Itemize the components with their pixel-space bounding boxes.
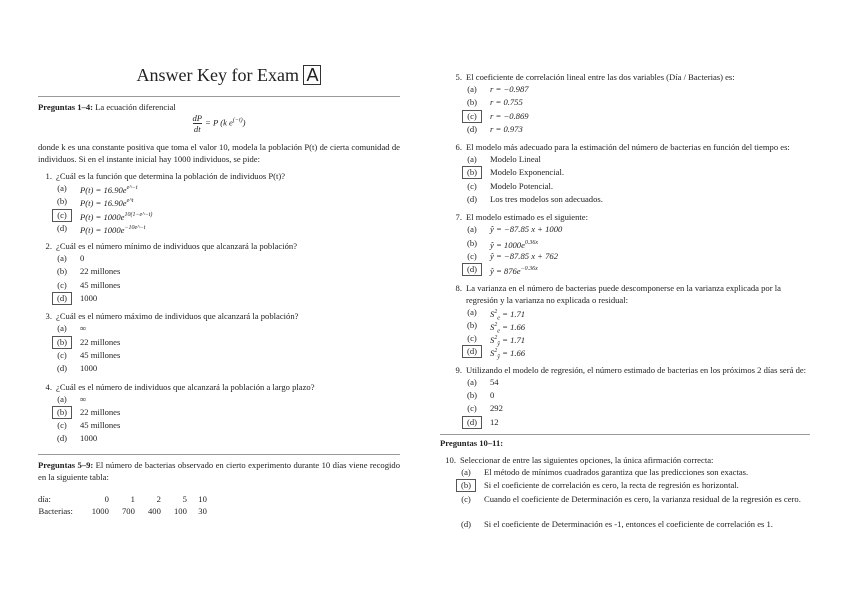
option-label: (a) [57, 323, 67, 334]
option-superscript: 10(1−e^−t) [124, 211, 153, 218]
answer-option [52, 292, 400, 305]
answer-option [462, 166, 810, 179]
answer-option [462, 263, 810, 276]
option-superscript: 2 [494, 321, 498, 328]
option-main: ŷ = 876e [490, 266, 521, 277]
question [448, 141, 810, 206]
option-text [80, 336, 120, 348]
option-main: Si el coeficiente de correlación es cero, la recta de regresión es horizontal. [484, 480, 739, 491]
table-cell: 30 [198, 505, 207, 516]
option-main: ∞ [80, 323, 87, 334]
answer-option [462, 376, 810, 389]
section-heading: Preguntas 10–11: [440, 437, 504, 448]
question-stem [442, 454, 810, 466]
answer-option [52, 432, 400, 445]
option-label: (d) [466, 123, 478, 134]
answer-option [52, 222, 400, 235]
option-label: (b) [466, 319, 478, 330]
option-main: ŷ = 1000e [490, 239, 525, 250]
table-cell: 1000 [91, 505, 109, 516]
option-label: (d) [56, 363, 68, 374]
option-superscript: e^t [126, 198, 134, 205]
option-main: ŷ = −87.85 x + 762 [490, 250, 558, 261]
question-number: 8. [455, 282, 462, 293]
option-main: Modelo Lineal [490, 154, 541, 165]
option-text [490, 166, 564, 178]
questions-1-4 [38, 170, 400, 446]
option-main: P(t) = 1000e [80, 211, 125, 222]
answer-option [462, 223, 810, 236]
option-label: (c) [57, 279, 67, 290]
correct-answer-label: (b) [462, 166, 482, 179]
option-text [490, 96, 523, 108]
option-label: (c) [57, 349, 67, 360]
answer-option [52, 322, 400, 335]
table-cell: 700 [122, 505, 135, 516]
left-column [38, 60, 400, 517]
table-row [38, 505, 207, 517]
question-stem [448, 71, 810, 83]
question-stem [448, 364, 810, 376]
answer-option [462, 402, 810, 415]
option-label: (a) [461, 466, 471, 477]
correct-answer-label: (b) [456, 479, 476, 492]
option-label: (a) [57, 183, 67, 193]
option-main: 1000 [80, 293, 98, 304]
answer-option [462, 306, 810, 322]
answer-option [52, 349, 400, 362]
question-text: ¿Cuál es el número mínimo de individuos que alcanzará la población? [56, 241, 298, 252]
question-number: 7. [455, 212, 462, 223]
section-heading: Preguntas 5–9: [38, 459, 94, 470]
option-text [80, 195, 133, 209]
option-text [490, 193, 603, 205]
correct-answer-label: (c) [52, 209, 72, 222]
equation-rhs: = P (k e [205, 117, 233, 128]
fraction [193, 113, 203, 134]
divider [38, 96, 400, 97]
option-text [80, 419, 120, 431]
question [448, 211, 810, 276]
question-number: 9. [455, 364, 462, 375]
question [38, 310, 400, 375]
question-text: ¿Cuál es el número de individuos que alcanzará la población a largo plazo? [56, 381, 315, 392]
question-stem [38, 240, 400, 252]
option-label: (a) [467, 224, 477, 235]
question-stem [448, 211, 810, 223]
correct-answer-label: (d) [52, 292, 72, 305]
correct-answer-label: (b) [52, 406, 72, 419]
option-label: (a) [467, 84, 477, 94]
question [38, 240, 400, 305]
block3-heading [440, 437, 810, 449]
answer-option [456, 466, 810, 479]
question-text: El modelo estimado es el siguiente: [466, 212, 588, 223]
option-label: (d) [56, 433, 68, 444]
option-text [490, 110, 529, 122]
table-cell: 0 [104, 493, 109, 504]
option-main: ∞ [80, 393, 87, 404]
option-label: (a) [467, 376, 477, 387]
table-cell: 100 [174, 505, 187, 516]
option-main: Modelo Potencial. [490, 180, 554, 191]
option-main: r = 0.755 [490, 97, 523, 108]
option-superscript: 0.36x [524, 239, 539, 246]
option-main: 22 millones [80, 336, 121, 347]
answer-option [462, 96, 810, 109]
option-main: 0 [490, 390, 495, 401]
option-text [490, 237, 538, 251]
option-text [490, 180, 553, 192]
option-text [490, 263, 538, 277]
answer-option [462, 110, 810, 123]
option-text [484, 479, 739, 491]
denominator: dt [193, 124, 201, 134]
question-text: El modelo más adecuado para la estimación del número de bacterias en función del tiempo es: [466, 142, 790, 153]
option-label: (c) [467, 180, 477, 191]
question [448, 282, 810, 362]
option-label: (b) [466, 97, 478, 108]
option-main: r = 0.973 [490, 123, 523, 134]
questions-5-9 [448, 71, 810, 429]
answer-option [52, 419, 400, 432]
option-label: (c) [467, 333, 477, 344]
option-main: 292 [490, 403, 503, 414]
option-value: = 1.71 [499, 335, 526, 346]
question [38, 170, 400, 235]
answer-option [52, 209, 400, 222]
option-label: (b) [466, 390, 478, 401]
option-text [80, 349, 120, 361]
option-superscript: 2 [494, 335, 498, 342]
option-main: Cuando el coeficiente de Determinación es cero, la varianza residual de la regresión es cero. [484, 493, 801, 504]
answer-option [462, 389, 810, 402]
option-label: (a) [467, 306, 477, 317]
option-main: Modelo Exponencial. [490, 167, 564, 178]
option-text [484, 493, 801, 505]
answer-option [462, 153, 810, 166]
option-main: 45 millones [80, 349, 121, 360]
option-main: S [490, 335, 495, 346]
option-subscript: e [497, 315, 500, 322]
question-text: ¿Cuál es la función que determina la población de individuos P(t)? [56, 171, 286, 181]
correct-answer-label: (d) [462, 345, 482, 358]
answer-option [52, 265, 400, 278]
section-heading: Preguntas 1–4: [38, 102, 93, 112]
option-superscript: −0.36x [520, 266, 538, 273]
option-main: 12 [490, 416, 499, 427]
option-superscript: 2 [494, 348, 498, 355]
option-main: S [490, 348, 495, 359]
option-main: S [490, 308, 495, 319]
answer-option [52, 279, 400, 292]
option-label: (c) [467, 403, 477, 414]
divider [38, 454, 400, 455]
block1-intro [38, 101, 400, 113]
correct-answer-label: (d) [462, 416, 482, 429]
option-label: (c) [461, 493, 471, 504]
option-superscript: e^−t [126, 185, 138, 191]
option-main: 22 millones [80, 266, 121, 277]
option-superscript: −10e^−t [124, 224, 146, 231]
bacteria-table [38, 493, 207, 517]
question [442, 454, 810, 531]
option-text [80, 265, 120, 277]
option-text [80, 393, 86, 405]
block1-text: donde k es una constante positiva que toma el valor 10, modela la población P(t) de cierta comunidad de individuos. Si en el instante inicial hay 1000 individuos, se pide: [38, 142, 400, 164]
option-text [80, 222, 145, 236]
option-text [80, 182, 138, 196]
option-text [80, 406, 120, 418]
question-text: ¿Cuál es el número máximo de individuos que alcanzará la población? [56, 311, 299, 322]
question-number: 3. [45, 311, 52, 322]
answer-option [462, 180, 810, 193]
option-main: P(t) = 16.90e [80, 198, 127, 209]
table-cell: 2 [156, 493, 161, 504]
question-text: La varianza en el número de bacterias puede descomponerse en la varianza explicada por la regresión y la varianza no explicada o residual: [466, 282, 781, 305]
row-header: día: [38, 493, 51, 504]
answer-option [52, 406, 400, 419]
question-stem [448, 141, 810, 153]
option-main: ŷ = −87.85 x + 1000 [490, 224, 563, 235]
option-main: Si el coeficiente de Determinación es -1, entonces el coeficiente de correlación es 1. [484, 518, 773, 529]
option-label: (d) [56, 222, 68, 233]
option-main: 45 millones [80, 420, 121, 431]
answer-option [52, 393, 400, 406]
option-main: El método de mínimos cuadrados garantiza que las predicciones son exactas. [484, 466, 749, 477]
answer-option [462, 250, 810, 263]
question-text: Utilizando el modelo de regresión, el número estimado de bacterias en los próximos 2 días será de: [466, 364, 807, 375]
option-main: 54 [490, 376, 499, 387]
answer-option [462, 193, 810, 206]
option-main: P(t) = 1000e [80, 224, 125, 235]
row-header: Bacterias: [38, 505, 73, 516]
answer-option [456, 479, 810, 492]
option-text [490, 389, 494, 401]
option-text [490, 153, 541, 165]
option-text [80, 279, 120, 291]
right-column [440, 66, 810, 531]
option-label: (b) [56, 266, 68, 277]
option-main: 0 [80, 253, 85, 264]
option-text [484, 518, 773, 530]
option-label: (a) [57, 393, 67, 404]
title-text: Answer Key for Exam [136, 65, 299, 85]
correct-answer-label: (b) [52, 336, 72, 349]
question [38, 381, 400, 446]
answer-option [462, 319, 810, 335]
answer-option [456, 493, 810, 518]
option-label: (b) [466, 237, 478, 248]
option-text [484, 466, 748, 478]
question-number: 6. [455, 142, 462, 153]
option-text [80, 362, 97, 374]
answer-option [462, 237, 810, 250]
option-text [490, 376, 499, 388]
option-label: (d) [466, 194, 478, 205]
question-stem [38, 381, 400, 393]
option-main: 1000 [80, 363, 98, 374]
question-number: 5. [455, 72, 462, 82]
option-text [80, 252, 84, 264]
question-number: 2. [45, 241, 52, 252]
option-main: r = −0.987 [490, 84, 529, 94]
question-stem [448, 282, 810, 306]
option-text [80, 292, 97, 304]
intro-text: El número de bacterias observado en cierto experimento durante 10 días viene recogido en la siguiente tabla: [38, 459, 400, 482]
answer-option [52, 336, 400, 349]
table-row [38, 493, 207, 505]
question [448, 364, 810, 429]
option-superscript: 2 [494, 308, 498, 315]
answer-option [462, 416, 810, 429]
option-main: P(t) = 16.90e [80, 184, 127, 195]
option-text [80, 322, 86, 334]
answer-option [462, 83, 810, 96]
correct-answer-label: (d) [462, 263, 482, 276]
option-subscript: ŷ [497, 341, 500, 348]
question-number: 10. [445, 454, 456, 465]
option-text [490, 345, 525, 364]
option-main: 1000 [80, 433, 98, 444]
option-label: (c) [57, 420, 67, 431]
option-subscript: e [497, 328, 500, 335]
option-text [490, 123, 523, 135]
table-cell: 1 [130, 493, 135, 504]
option-label: (b) [56, 196, 68, 207]
answer-option [456, 518, 810, 531]
option-value: = 1.71 [499, 308, 526, 319]
option-main: 45 millones [80, 279, 121, 290]
answer-option [462, 345, 810, 362]
page-title [58, 60, 400, 90]
option-value: = 1.66 [499, 321, 526, 332]
question-stem [38, 170, 400, 182]
option-main: Los tres modelos son adecuados. [490, 194, 603, 205]
question-text: Seleccionar de entre las siguientes opciones, la única afirmación correcta: [460, 454, 714, 465]
option-label: (d) [460, 518, 472, 529]
option-text [80, 432, 97, 444]
answer-option [462, 123, 810, 136]
table-cell: 10 [198, 493, 207, 504]
option-main: S [490, 321, 495, 332]
question-stem [38, 310, 400, 322]
correct-answer-label: (c) [462, 110, 482, 123]
option-subscript: ŷ [497, 355, 500, 362]
option-value: = 1.66 [499, 348, 526, 359]
option-text [490, 83, 529, 95]
exam-version-badge: A [303, 65, 321, 85]
answer-option [52, 182, 400, 195]
differential-equation [38, 113, 400, 141]
option-text [490, 250, 558, 262]
option-text [80, 209, 152, 223]
equation-exponent: (−t) [232, 117, 243, 124]
question-text: El coeficiente de correlación lineal entre las dos variables (Día / Bacterias) es: [466, 72, 735, 82]
table-cell: 5 [182, 493, 187, 504]
block2-intro [38, 459, 400, 483]
option-main: 22 millones [80, 406, 121, 417]
option-text [490, 223, 562, 235]
question [448, 71, 810, 136]
option-text [490, 416, 499, 428]
option-label: (c) [467, 250, 477, 261]
answer-option [462, 332, 810, 348]
numerator: dP [192, 113, 203, 123]
questions-10-11 [442, 454, 810, 531]
answer-option [52, 252, 400, 265]
option-text [490, 402, 503, 414]
option-label: (a) [57, 253, 67, 264]
divider [440, 434, 810, 435]
equation-close: ) [242, 117, 246, 128]
table-cell: 400 [148, 505, 161, 516]
answer-option [52, 362, 400, 375]
option-label: (a) [467, 154, 477, 165]
question-number: 1. [45, 171, 52, 181]
question-number: 4. [45, 381, 52, 392]
intro-text: La ecuación diferencial [95, 102, 176, 112]
option-main: r = −0.869 [490, 110, 529, 121]
answer-option [52, 195, 400, 208]
